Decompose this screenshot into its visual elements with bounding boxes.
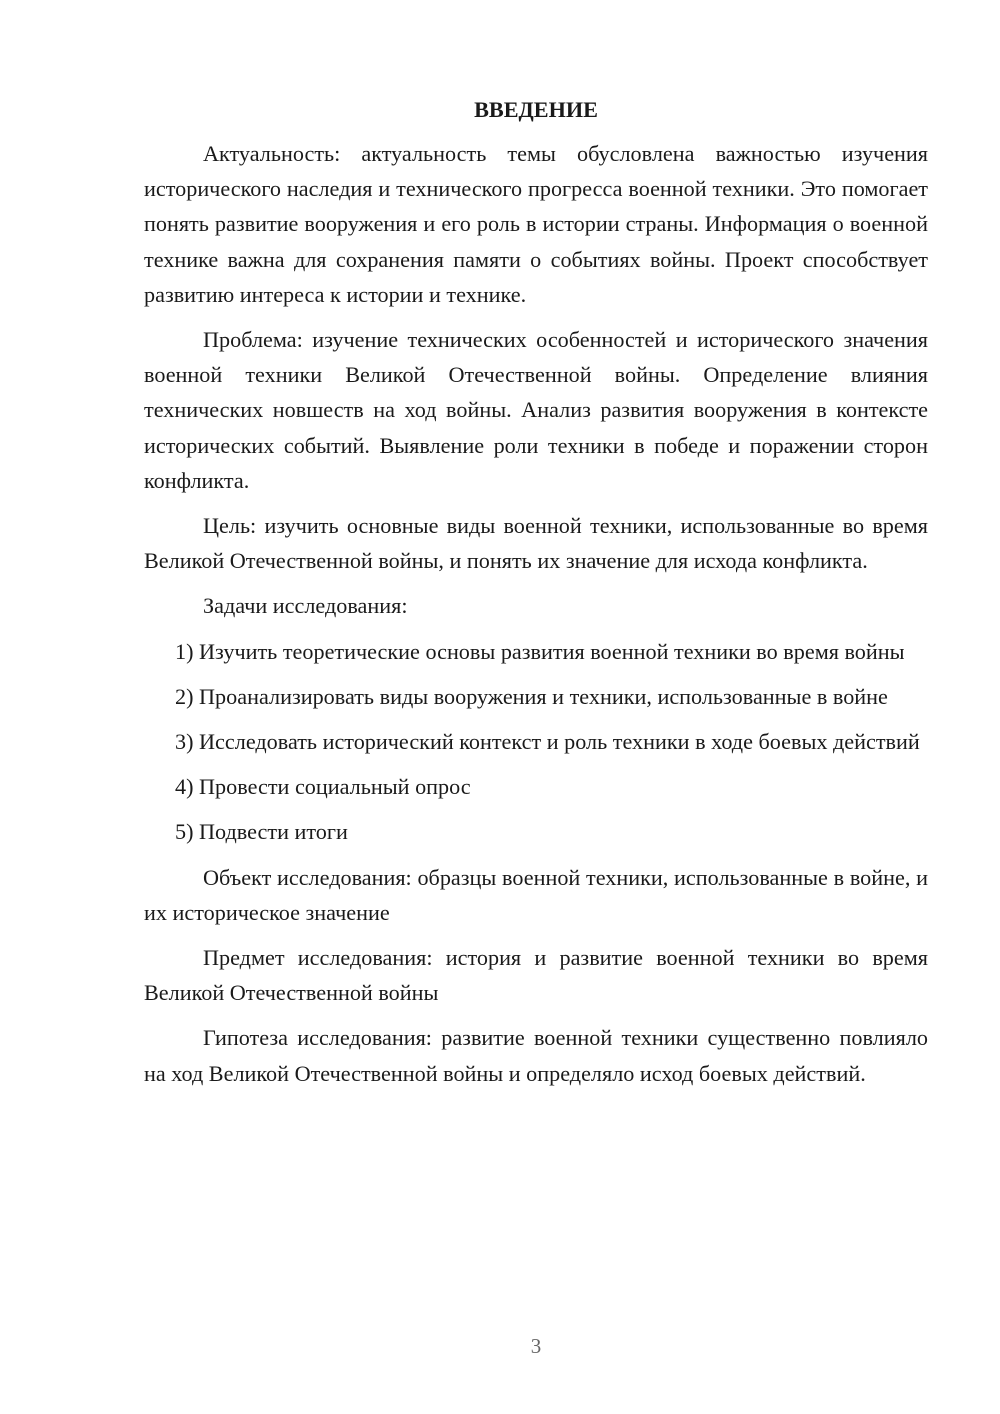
- page-number: 3: [530, 1334, 542, 1358]
- paragraph-relevance: Актуальность: актуальность темы обусловлена важностью изучения исторического наследия и технического прогресса военной техники. Это помогает понять развитие вооружения и его роль в истории страны. Информация о военной технике важна для сохранения памяти о событиях войны. Проект способствует развитию интереса к истории и технике.: [144, 141, 928, 307]
- paragraph-problem: Проблема: изучение технических особенностей и исторического значения военной техники Великой Отечественной войны. Определение влияния технических новшеств на ход войны. Анализ развития вооружения в контексте исторических событий. Выявление роли техники в победе и поражении сторон конфликта.: [144, 327, 928, 493]
- document-page: [144, 92, 928, 1091]
- tasks-heading: Задачи исследования:: [203, 593, 408, 619]
- task-item: 5) Подвести итоги: [175, 819, 348, 845]
- task-item: 2) Проанализировать виды вооружения и техники, использованные в войне: [175, 683, 888, 709]
- section-title: ВВЕДЕНИЕ: [474, 97, 598, 122]
- task-item: 3) Исследовать исторический контекст и роль техники в ходе боевых действий: [175, 729, 920, 755]
- paragraph-goal: Цель: изучить основные виды военной техники, использованные во время Великой Отечественной войны, и понять их значение для исхода конфликта.: [144, 513, 928, 574]
- paragraph-subject: Предмет исследования: история и развитие военной техники во время Великой Отечественной войны: [144, 945, 928, 1006]
- task-item: 1) Изучить теоретические основы развития военной техники во время войны: [175, 638, 905, 664]
- task-item: 4) Провести социальный опрос: [175, 774, 471, 800]
- paragraph-object: Объект исследования: образцы военной техники, использованные в войне, и их историческое значение: [144, 864, 928, 925]
- paragraph-hypothesis: Гипотеза исследования: развитие военной техники существенно повлияло на ход Великой Отечественной войны и определяло исход боевых действий.: [144, 1025, 928, 1086]
